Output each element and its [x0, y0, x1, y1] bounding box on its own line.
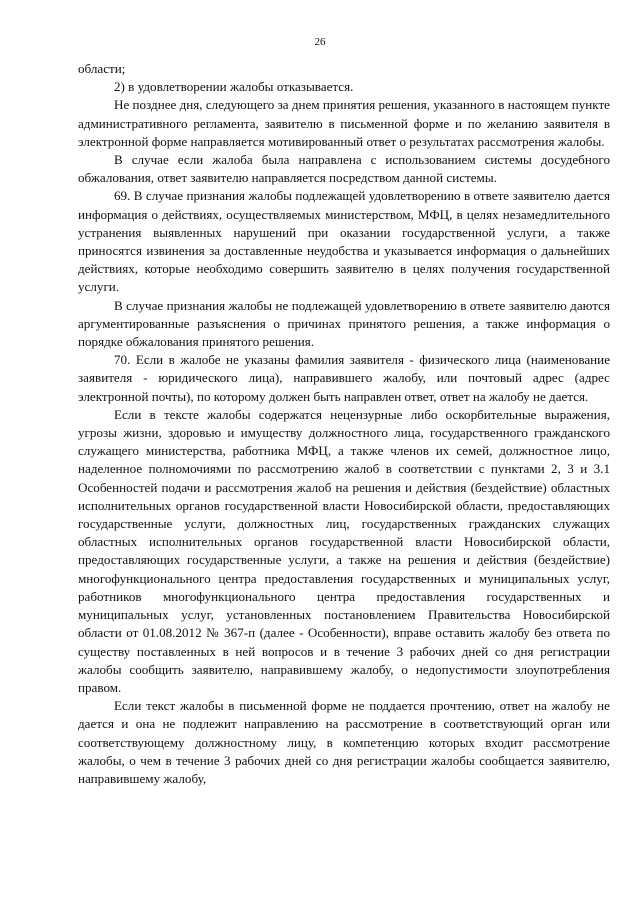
paragraph-obscene-language: Если в тексте жалобы содержатся нецензурные либо оскорбительные выражения, угрозы жизни, здоровью и имуществу должностного лица, государственного гражданского служащего министерства, работника МФЦ, а также членов их семей, должностное лицо, наделенное полномочиями по рассмотрению жалоб в соответствии с пунктами 2, 3 и 3.1 Особенностей подачи и рассмотрения жалоб на решения и действия (бездействие) областных исполнительных органов государственной власти Новосибирской области, предоставляющих государственные услуги, должностных лиц, государственных гражданских служащих областных исполнительных органов государственной власти Новосибирской области, предоставляющих государственные услуги, а также на решения и действия (бездействие) многофункционального центра предоставления государственных и муниципальных услуг, работников многофункционального центра предоставления государственных и муниципальных услуг, установленных постановлением Правительства Новосибирской области от 01.08.2012 № 367-п (далее - Особенности), вправе оставить жалобу без ответа по существу поставленных в ней вопросов и в течение 3 рабочих дней со дня регистрации жалобы сообщить заявителю, направившему жалобу, о недопустимости злоупотребления правом.: [78, 406, 610, 695]
document-body: [78, 60, 610, 788]
paragraph-unreadable-text: Если текст жалобы в письменной форме не поддается прочтению, ответ на жалобу не дается и она не подлежит направлению на рассмотрение в соответствующий орган или соответствующему должностному лицу, в компетенцию которых входит рассмотрение жалобы, о чем в течение 3 рабочих дней со дня регистрации жалобы сообщается заявителю, направившему жалобу,: [78, 698, 610, 786]
paragraph-motivated-answer: Не позднее дня, следующего за днем принятия решения, указанного в настоящем пункте административного регламента, заявителю в письменной форме и по желанию заявителя в электронной форме направляется мотивированный ответ о результатах рассмотрения жалобы.: [78, 97, 610, 149]
paragraph-70: 70. Если в жалобе не указаны фамилия заявителя - физического лица (наименование заявителя - юридического лица), направившего жалобу, или почтовый адрес (адрес электронной почты), по которому должен быть направлен ответ, ответ на жалобу не дается.: [78, 352, 610, 404]
paragraph-not-satisfied: В случае признания жалобы не подлежащей удовлетворению в ответе заявителю даются аргументированные разъяснения о причинах принятого решения, а также информация о порядке обжалования принятого решения.: [78, 297, 610, 350]
paragraph-item-2-refusal: 2) в удовлетворении жалобы отказывается.: [114, 79, 354, 95]
paragraph-pretrial-system: В случае если жалоба была направлена с использованием системы досудебного обжалования, ответ заявителю направляется посредством данной системы.: [78, 152, 610, 186]
paragraph-continuation: области;: [78, 61, 126, 76]
paragraph-69: 69. В случае признания жалобы подлежащей удовлетворению в ответе заявителю дается информация о действиях, осуществляемых министерством, МФЦ, в целях незамедлительного устранения выявленных нарушений при оказании государственной услуги, а также приносятся извинения за доставленные неудобства и указывается информация о дальнейших действиях, которые необходимо совершить заявителю в целях получения государственной услуги.: [78, 188, 610, 295]
page-number: 26: [314, 36, 326, 48]
